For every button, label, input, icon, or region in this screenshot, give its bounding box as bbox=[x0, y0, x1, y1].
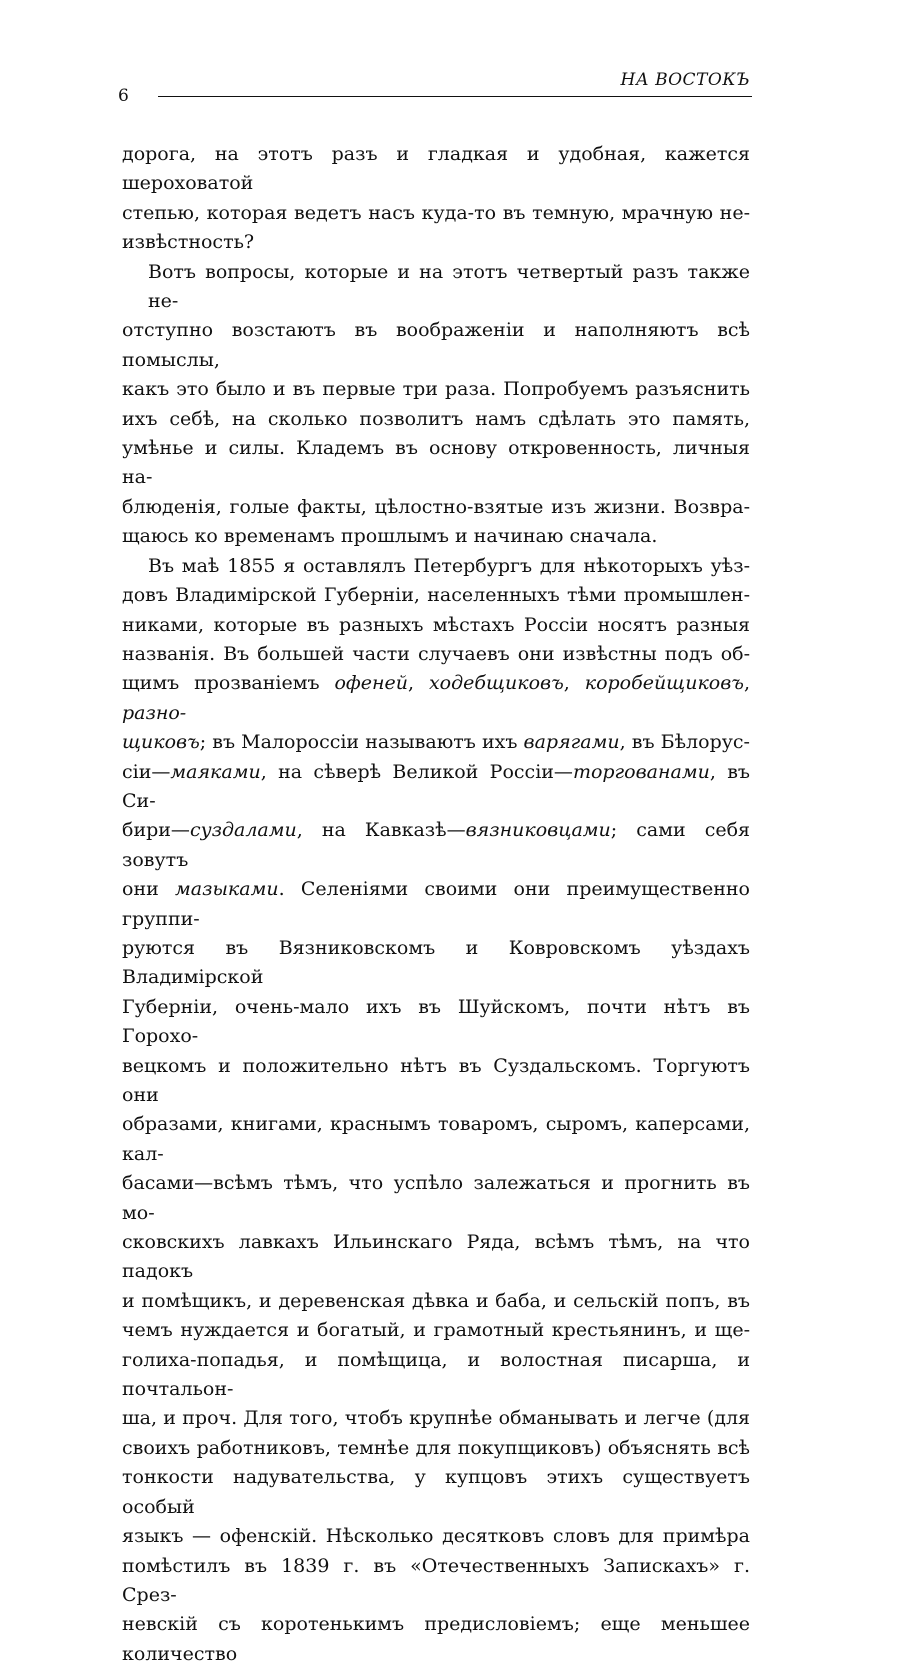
text-line: Губерніи, очень-мало ихъ въ Шуйскомъ, почти нѣтъ въ Горохо- bbox=[122, 995, 750, 1048]
text-line: отступно возстаютъ въ воображеніи и наполняютъ всѣ помыслы, bbox=[122, 319, 750, 371]
text-run: , на Кавказѣ— bbox=[296, 819, 466, 842]
text-run: щимъ прозваніемъ bbox=[122, 672, 335, 695]
text-run: бири— bbox=[122, 819, 190, 842]
text-run: , bbox=[743, 672, 750, 695]
text-line: образами, книгами, краснымъ товаромъ, сыромъ, каперсами, кал- bbox=[122, 1113, 750, 1165]
text-line bbox=[122, 875, 750, 934]
text-line: Вотъ вопросы, которые и на этотъ четвертый разъ также не- bbox=[148, 260, 750, 313]
text-run: ; сами себя зовутъ bbox=[122, 819, 750, 871]
text-line: руются въ Вязниковскомъ и Ковровскомъ уѣздахъ Владимірской bbox=[122, 936, 750, 989]
text-line: басами—всѣмъ тѣмъ, что успѣло залежаться и прогнить въ мо- bbox=[122, 1172, 750, 1224]
paragraph-3 bbox=[122, 552, 750, 1669]
text-line: Въ маѣ 1855 я оставлялъ Петербургъ для нѣкоторыхъ уѣз- bbox=[148, 554, 750, 577]
text-line: довъ Владимірской Губерніи, населенныхъ тѣми промышлен- bbox=[122, 584, 750, 607]
italic-term: ходебщиковъ bbox=[428, 672, 564, 695]
text-line: и помѣщикъ, и деревенская дѣвка и баба, и сельскій попъ, въ bbox=[122, 1289, 750, 1312]
text-line: сковскихъ лавкахъ Ильинскаго Ряда, всѣмъ тѣмъ, на что падокъ bbox=[122, 1231, 750, 1283]
text-run: они bbox=[122, 878, 176, 901]
text-line: языкъ — офенскій. Нѣсколько десятковъ словъ для примѣра bbox=[122, 1525, 750, 1548]
text-line: дорога, на этотъ разъ и гладкая и удобная, кажется шероховатой bbox=[122, 143, 750, 195]
text-run: ; въ Малороссіи называютъ ихъ bbox=[199, 731, 524, 754]
running-title: НА ВОСТОКЪ bbox=[620, 70, 750, 90]
text-line: голиха-попадья, и помѣщица, и волостная писарша, и почтальон- bbox=[122, 1348, 750, 1401]
italic-term: офеней bbox=[334, 672, 409, 695]
text-line: помѣстилъ въ 1839 г. въ «Отечественныхъ Запискахъ» г. Срез- bbox=[122, 1554, 750, 1606]
italic-term: маяками bbox=[170, 760, 261, 783]
text-line bbox=[122, 816, 750, 875]
text-run: , въ Си- bbox=[122, 760, 750, 812]
text-run: , въ Бѣлорус- bbox=[619, 731, 750, 754]
paragraph-2 bbox=[122, 258, 750, 552]
text-line: невскій съ коротенькимъ предисловіемъ; еще меньшее количество bbox=[122, 1613, 750, 1665]
paragraph-1 bbox=[122, 140, 750, 258]
text-line: чемъ нуждается и богатый, и грамотный крестьянинъ, и ще- bbox=[122, 1319, 750, 1342]
text-line: вецкомъ и положительно нѣтъ въ Суздальскомъ. Торгуютъ они bbox=[122, 1054, 750, 1106]
text-line bbox=[122, 728, 750, 757]
text-run: , bbox=[563, 672, 585, 695]
text-run: , на сѣверѣ Великой Россіи— bbox=[260, 760, 573, 783]
header-rule bbox=[158, 96, 752, 97]
text-line: щаюсь ко временамъ прошлымъ и начинаю сначала. bbox=[122, 525, 658, 548]
text-run: , bbox=[408, 672, 429, 695]
text-line bbox=[122, 669, 750, 728]
italic-term: вязниковцами bbox=[465, 819, 611, 842]
text-line: ихъ себѣ, на сколько позволитъ намъ сдѣлать это память, bbox=[122, 407, 750, 430]
body-text bbox=[122, 140, 750, 1669]
italic-term: мазыками bbox=[175, 878, 279, 901]
italic-term: суздалами bbox=[189, 819, 297, 842]
text-line: тонкости надувательства, у купцовъ этихъ существуетъ особый bbox=[122, 1466, 750, 1518]
text-line: ша, и проч. Для того, чтобъ крупнѣе обманывать и легче (для bbox=[122, 1407, 750, 1430]
text-line: названія. Въ большей части случаевъ они извѣстны подъ об- bbox=[122, 642, 750, 665]
text-line: блюденія, голые факты, цѣлостно-взятые изъ жизни. Возвра- bbox=[122, 495, 750, 518]
text-line: извѣстность? bbox=[122, 231, 255, 254]
italic-term: варягами bbox=[523, 731, 620, 754]
text-line: какъ это было и въ первые три раза. Попробуемъ разъяснить bbox=[122, 378, 750, 401]
text-line: степью, которая ведетъ насъ куда-то въ темную, мрачную не- bbox=[122, 201, 750, 224]
text-run: сіи— bbox=[122, 760, 171, 783]
italic-term: коробейщиковъ bbox=[584, 672, 744, 695]
italic-term: разно- bbox=[122, 701, 187, 724]
text-line: умѣнье и силы. Кладемъ въ основу откровенность, личныя на- bbox=[122, 437, 750, 489]
text-line: никами, которые въ разныхъ мѣстахъ Россіи носятъ разныя bbox=[122, 613, 750, 636]
italic-term: щиковъ bbox=[122, 731, 200, 754]
text-line: своихъ работниковъ, темнѣе для покупщиковъ) объяснять всѣ bbox=[122, 1436, 750, 1459]
italic-term: торгованами bbox=[572, 760, 710, 783]
page-number: 6 bbox=[118, 86, 129, 106]
text-run: . Селеніями своими они преимущественно группи- bbox=[122, 878, 750, 930]
text-line bbox=[122, 758, 750, 817]
